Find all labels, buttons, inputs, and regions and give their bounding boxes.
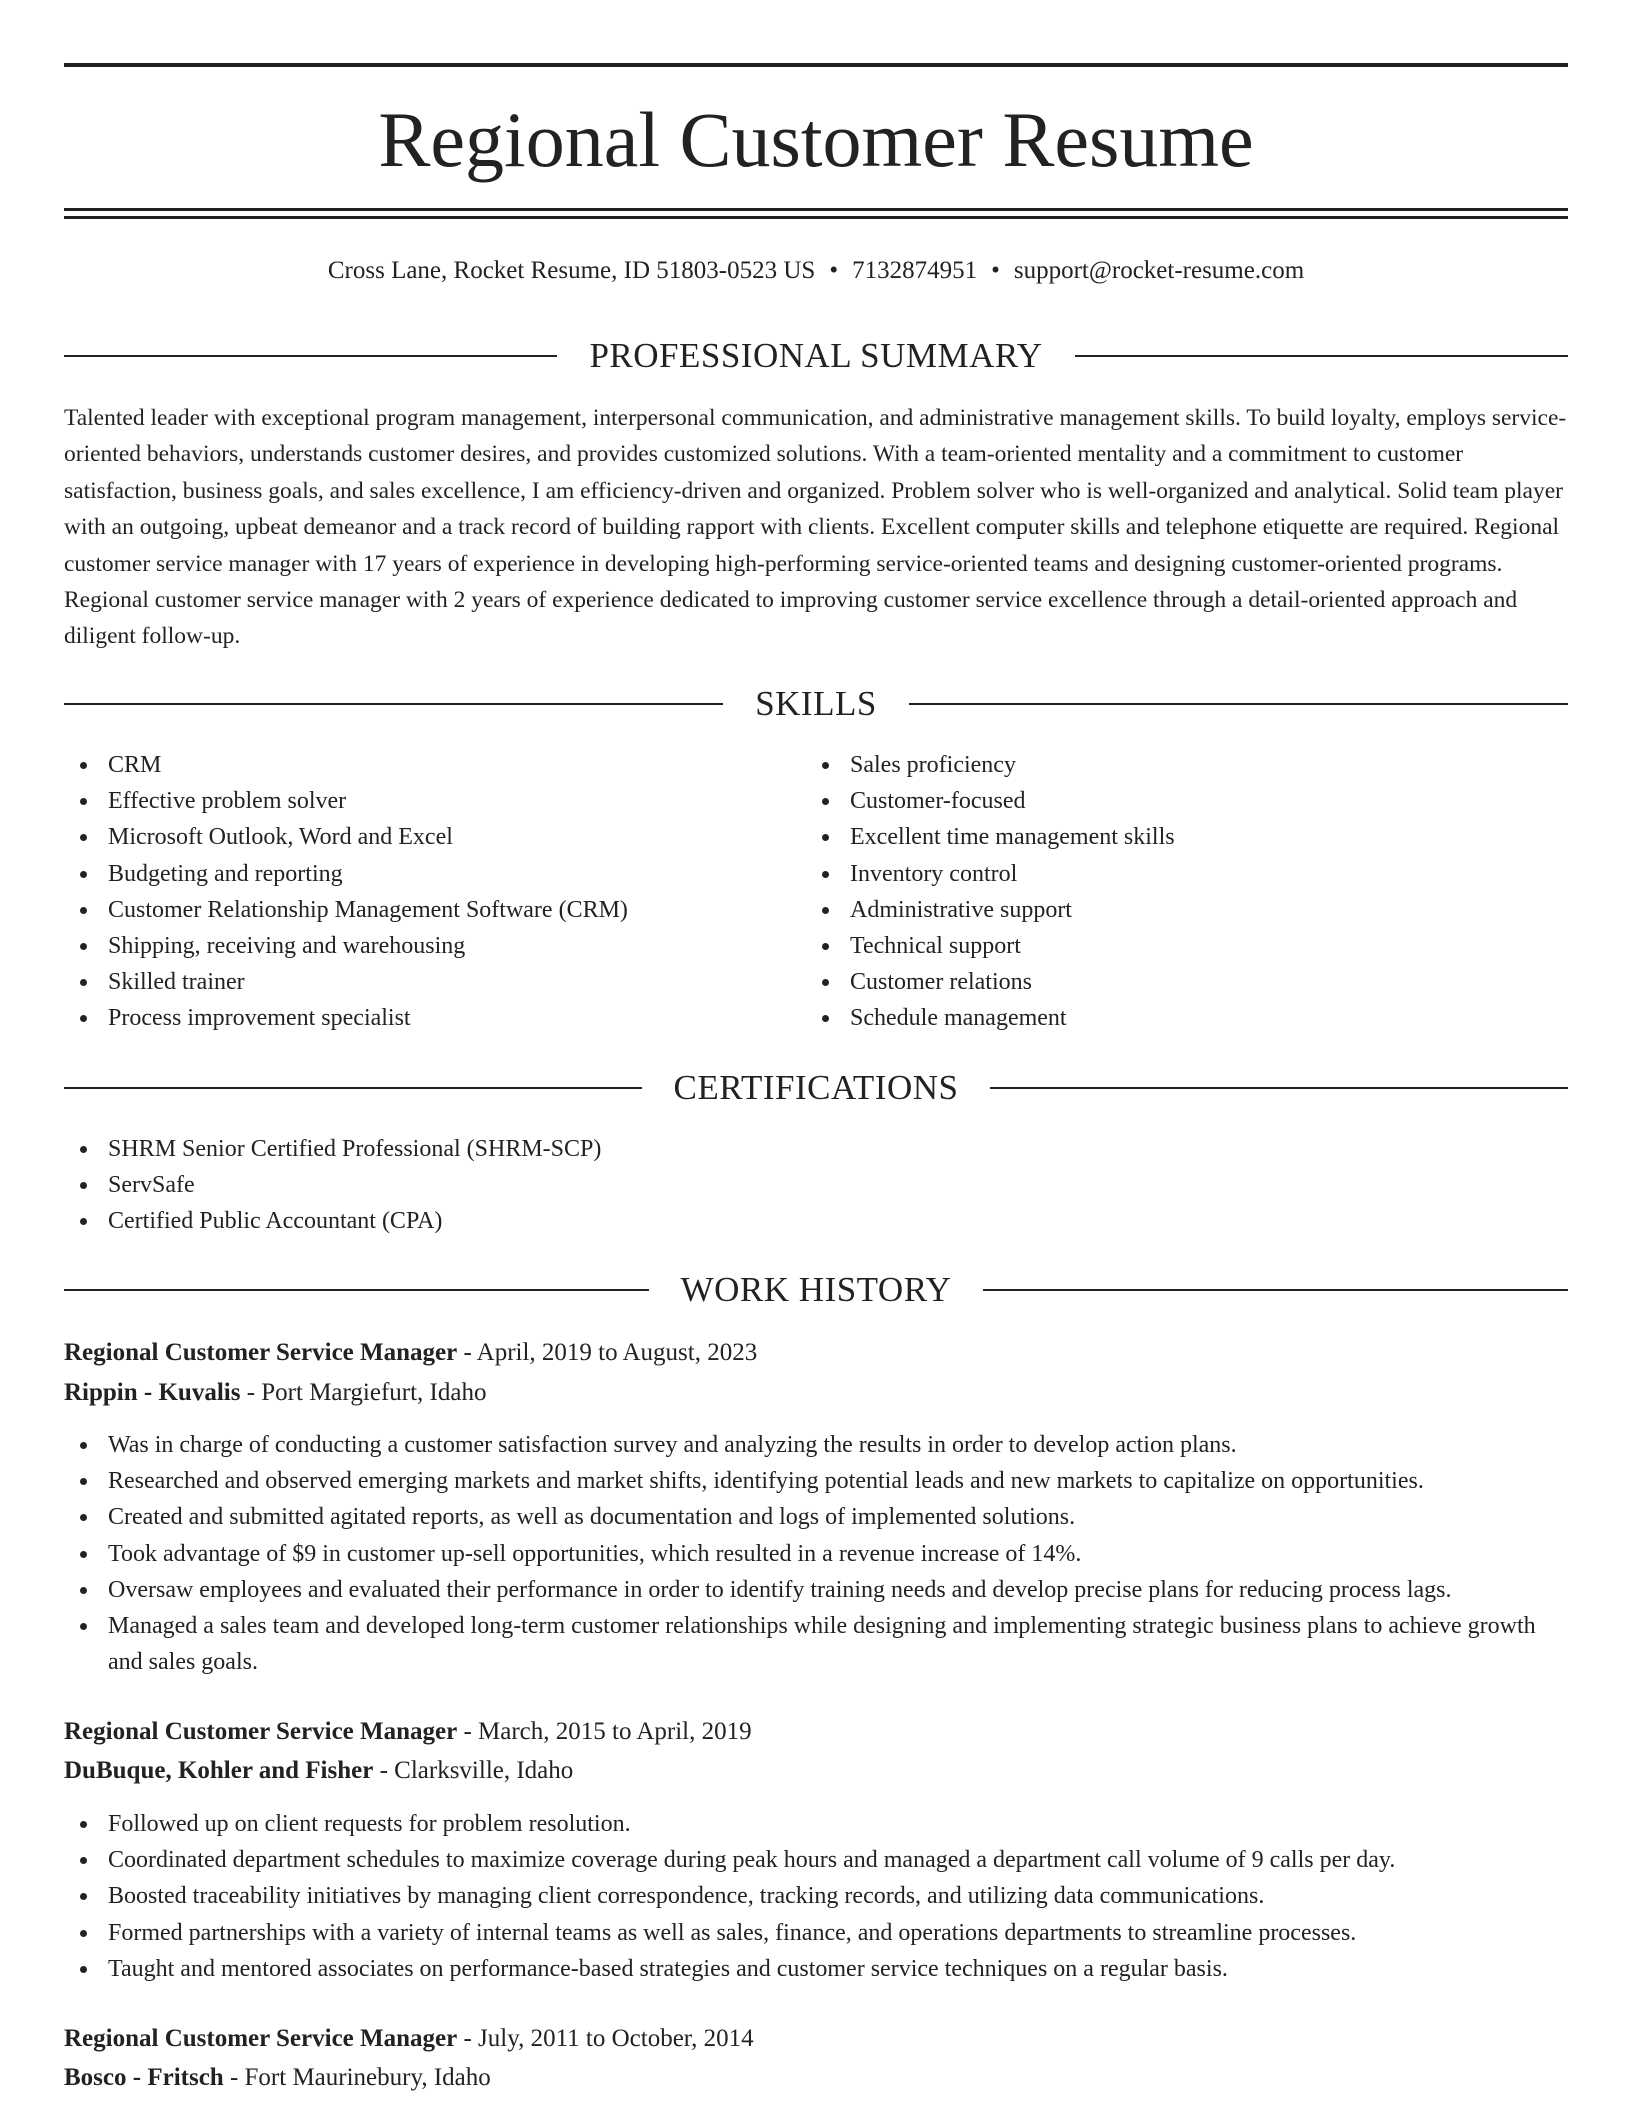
section-title: WORK HISTORY [680,1270,952,1309]
job-company: Rippin - Kuvalis [64,1379,241,1406]
job-company: DuBuque, Kohler and Fisher [64,1757,374,1784]
heading-rule [1075,355,1568,357]
skill-item: Schedule management [806,1000,1566,1036]
contact-phone: 7132874951 [852,257,978,284]
job-duty-item: Coordinated department schedules to maximize coverage during peak hours and managed a department call volume of 9 calls per day. [64,1842,1568,1878]
job-duty-item: Taught and mentored associates on performance-based strategies and customer service techniques on a regular basis. [64,1951,1568,1987]
job-title: Regional Customer Service Manager [64,1718,458,1745]
section-title: PROFESSIONAL SUMMARY [589,336,1043,375]
job-dates: - March, 2015 to April, 2019 [457,1718,752,1745]
skill-item: Process improvement specialist [64,1000,804,1036]
job-duty-item: Followed up on client requests for problem resolution. [64,1806,1568,1842]
section-heading-skills [64,682,1568,726]
job-duty-item: Formed partnerships with a variety of internal teams as well as sales, finance, and operations departments to streamline processes. [64,1915,1568,1951]
job-duties-list [64,1427,1568,1680]
skill-item: Sales proficiency [806,747,1566,783]
section-title: SKILLS [755,684,877,723]
job-dates: - July, 2011 to October, 2014 [457,2025,754,2052]
header-top-rule [64,63,1568,67]
job-company: Bosco - Fritsch [64,2064,224,2091]
heading-rule [64,1087,642,1089]
header-bottom-rule-2 [64,216,1568,219]
section-heading-work-history [64,1268,1568,1312]
job-title: Regional Customer Service Manager [64,1339,458,1366]
job-location: - Port Margiefurt, Idaho [240,1379,487,1406]
job-duty-item: Oversaw employees and evaluated their performance in order to identify training needs and develop precise plans for reducing process lags. [64,1572,1568,1608]
job-title-line [64,1335,1568,1371]
heading-rule [64,1289,649,1291]
heading-rule [909,703,1568,705]
contact-email: support@rocket-resume.com [1013,257,1305,284]
heading-rule [64,703,723,705]
contact-separator: • [991,257,1000,284]
job-company-line [64,2060,1568,2096]
skill-item: Inventory control [806,856,1566,892]
section-heading-certifications [64,1066,1568,1110]
job-title-line [64,2021,1568,2057]
skill-item: Microsoft Outlook, Word and Excel [64,819,804,855]
skill-item: Excellent time management skills [806,819,1566,855]
job-company-line [64,1375,1568,1411]
skill-item: Effective problem solver [64,783,804,819]
skill-item: Customer Relationship Management Software (CRM) [64,892,804,928]
certification-item: ServSafe [64,1167,1568,1203]
contact-separator: • [829,257,839,284]
job-dates: - April, 2019 to August, 2023 [457,1339,758,1366]
skills-list-left [64,747,804,1037]
job-duty-item: Was in charge of conducting a customer satisfaction survey and analyzing the results in order to develop action plans. [64,1427,1568,1463]
page-title: Regional Customer Resume [378,96,1254,183]
skill-item: Customer-focused [806,783,1566,819]
contact-address: Cross Lane, Rocket Resume, ID 51803-0523 US [327,257,816,284]
section-heading-summary [64,334,1568,378]
skill-item: Budgeting and reporting [64,856,804,892]
certification-item: Certified Public Accountant (CPA) [64,1203,1568,1239]
job-location: - Clarksville, Idaho [373,1757,574,1784]
job-duty-item: Took advantage of $9 in customer up-sell opportunities, which resulted in a revenue increase of 14%. [64,1536,1568,1572]
job-title-line [64,1714,1568,1750]
section-title: CERTIFICATIONS [673,1068,959,1107]
certifications-list [64,1131,1568,1240]
job-duty-item: Boosted traceability initiatives by managing client correspondence, tracking records, and utilizing data communications. [64,1878,1568,1914]
skills-list-right [806,747,1566,1037]
certification-item: SHRM Senior Certified Professional (SHRM-SCP) [64,1131,1568,1167]
job-duty-item: Managed a sales team and developed long-term customer relationships while designing and implementing strategic business plans to achieve growth and sales goals. [64,1608,1568,1680]
job-duties-list [64,1806,1568,1987]
skill-item: Customer relations [806,964,1566,1000]
heading-rule [64,355,557,357]
contact-line [64,254,1568,288]
job-title: Regional Customer Service Manager [64,2025,458,2052]
skill-item: Shipping, receiving and warehousing [64,928,804,964]
job-location: - Fort Maurinebury, Idaho [223,2064,491,2091]
summary-text: Talented leader with exceptional program management, interpersonal communication, and administrative management skills. To build loyalty, employs service-oriented behaviors, understands customer desires, and provides customized solutions. With a team-oriented mentality and a commitment to customer satisfaction, business goals, and sales excellence, I am efficiency-driven and organized. Problem solver who is well-organized and analytical. Solid team player with an outgoing, upbeat demeanor and a track record of building rapport with clients. Excellent computer skills and telephone etiquette are required. Regional customer service manager with 17 years of experience in developing high-performing service-oriented teams and designing customer-oriented programs. Regional customer service manager with 2 years of experience dedicated to improving customer service excellence through a detail-oriented approach and diligent follow-up. [64,405,1567,650]
skill-item: CRM [64,747,804,783]
job-duty-item: Researched and observed emerging markets and market shifts, identifying potential leads and new markets to capitalize on opportunities. [64,1463,1568,1499]
job-company-line [64,1753,1568,1789]
header-bottom-rule [64,208,1568,211]
job-duty-item: Created and submitted agitated reports, as well as documentation and logs of implemented solutions. [64,1499,1568,1535]
heading-rule [990,1087,1568,1089]
skill-item: Administrative support [806,892,1566,928]
skill-item: Skilled trainer [64,964,804,1000]
heading-rule [983,1289,1568,1291]
skill-item: Technical support [806,928,1566,964]
